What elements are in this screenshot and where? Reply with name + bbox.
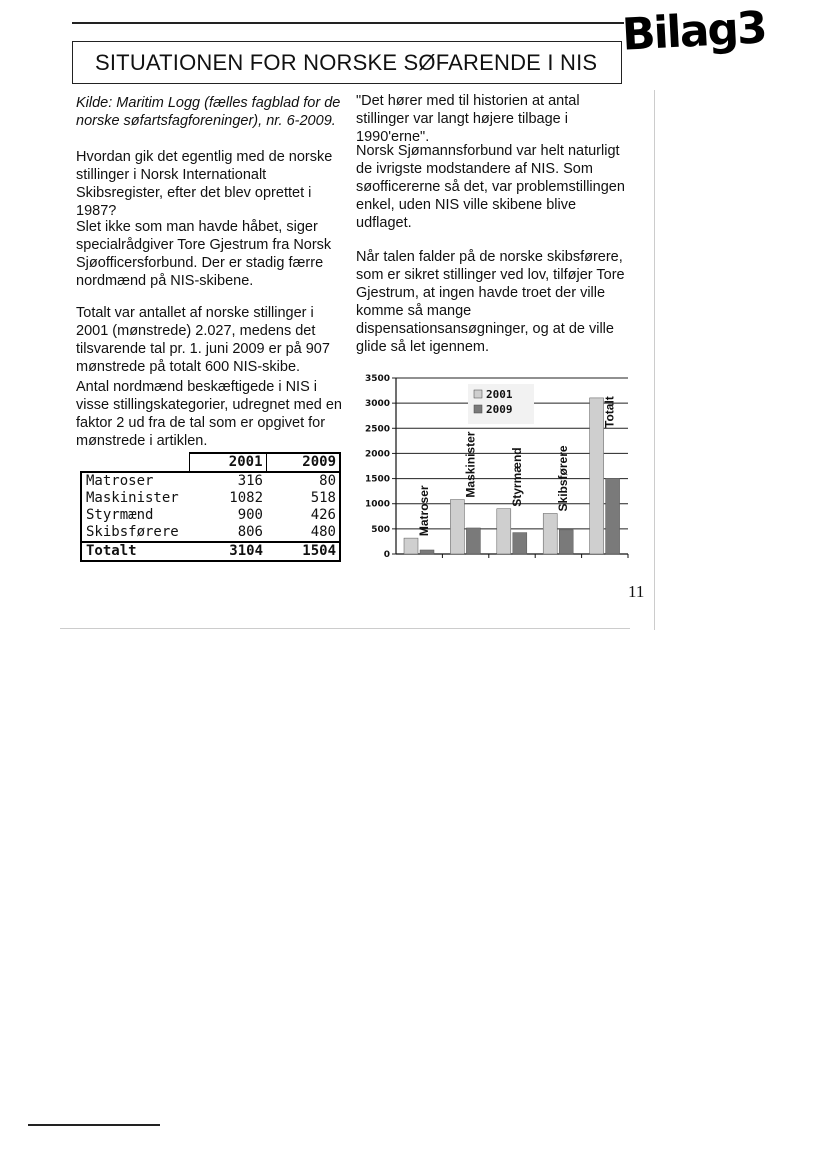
bar-2009 xyxy=(606,478,620,554)
value-2009: 480 xyxy=(266,524,340,542)
y-tick-label: 0 xyxy=(383,550,390,560)
value-2001: 1082 xyxy=(229,490,263,506)
scan-line xyxy=(60,628,630,629)
category-label: Maskinister xyxy=(463,431,478,498)
y-tick-label: 500 xyxy=(371,524,390,535)
total-2001: 3104 xyxy=(189,542,266,561)
value-2009: 518 xyxy=(266,490,340,507)
data-table xyxy=(80,452,341,562)
row-label: Matroser xyxy=(81,472,189,490)
right-paragraph-2: Norsk Sjømannsforbund var helt naturligt de ivrigste modstandere af NIS. Som søofficererne så det, var problemstillingen enkel, uden NIS ville skibene blive udflaget. xyxy=(356,143,625,231)
total-label: Totalt xyxy=(81,542,189,561)
handwritten-stamp: Bilag3 xyxy=(620,2,767,61)
table-row xyxy=(81,524,340,542)
value-2009: 80 xyxy=(266,472,340,490)
source-note: Kilde: Maritim Logg (fælles fagblad for de norske søfartsfagforeninger), nr. 6-2009. xyxy=(76,95,341,129)
category-label: Skibsførere xyxy=(556,445,571,512)
category-label: Styrmænd xyxy=(509,447,524,507)
bar-2009 xyxy=(559,530,573,554)
left-paragraph-4: Antal nordmænd beskæftigede i NIS i visse stillingskategorier, udregnet med en faktor 2 ud fra de tal som er opgivet for mønstrede i artiklen. xyxy=(76,379,342,449)
page-title: SITUATIONEN FOR NORSKE SØFARENDE I NIS xyxy=(95,50,598,75)
left-paragraph-3: Totalt var antallet af norske stillinger i 2001 (mønstrede) 2.027, medens det tilsvarende tal pr. 1. juni 2009 er på 907 mønstrede på totalt 600 NIS-skibe. xyxy=(76,305,330,375)
bar-2001 xyxy=(497,509,511,554)
table-total-row xyxy=(81,542,340,561)
table-row xyxy=(81,472,340,490)
total-2009: 1504 xyxy=(266,542,340,561)
value-2001: 316 xyxy=(189,472,266,490)
bar-2009 xyxy=(513,533,527,554)
y-tick-label: 3000 xyxy=(364,399,390,410)
value-2001: 806 xyxy=(237,524,263,540)
row-label: Maskinister xyxy=(81,490,189,507)
bottom-rule xyxy=(28,1124,160,1126)
bar-2001 xyxy=(404,538,418,554)
category-label: Matroser xyxy=(417,485,431,537)
value-2009: 426 xyxy=(266,507,340,524)
right-paragraph-3: Når talen falder på de norske skibsførere, som er sikret stillinger ved lov, tilføjer Tore Gjestrum, at ingen havde troet der ville komme så mange dispensationsansøgninger, og at de ville glide så let igennem. xyxy=(356,249,625,355)
right-paragraph-1: "Det hører med til historien at antal stillinger var langt højere tilbage i 1990'erne". xyxy=(356,93,580,145)
bar-2001 xyxy=(590,398,604,554)
value-2001: 900 xyxy=(237,507,263,523)
y-tick-label: 3500 xyxy=(364,374,390,384)
table-row xyxy=(81,507,340,524)
legend-swatch xyxy=(474,405,482,413)
left-paragraph-2: Slet ikke som man havde håbet, siger specialrådgiver Tore Gjestrum fra Norsk Sjøofficersforbund. Der er stadig færre nordmænd på NIS-skibene. xyxy=(76,219,332,289)
legend-label: 2009 xyxy=(486,403,513,416)
legend-swatch xyxy=(474,390,482,398)
y-tick-label: 1000 xyxy=(364,499,390,510)
scan-edge xyxy=(654,90,655,630)
category-label: Totalt xyxy=(602,396,617,428)
table-header-2001: 2001 xyxy=(189,453,266,472)
left-paragraph-1: Hvordan gik det egentlig med de norske stillinger i Norsk Internationalt Skibsregister, efter det blev oprettet i 1987? xyxy=(76,149,333,219)
title-box xyxy=(72,41,622,84)
legend-label: 2001 xyxy=(486,388,513,401)
row-label: Styrmænd xyxy=(81,507,189,524)
y-tick-label: 1500 xyxy=(364,474,390,485)
y-tick-label: 2500 xyxy=(364,424,390,435)
row-label: Skibsførere xyxy=(81,524,189,542)
bar-2009 xyxy=(420,550,434,554)
bar-chart xyxy=(340,368,635,568)
top-rule xyxy=(72,22,624,24)
table-row xyxy=(81,490,340,507)
bar-2001 xyxy=(543,513,557,554)
table-header-blank xyxy=(81,453,189,472)
table-header-row xyxy=(81,453,340,472)
y-tick-label: 2000 xyxy=(364,449,390,460)
bar-2001 xyxy=(450,500,464,554)
table-header-2009: 2009 xyxy=(266,453,340,472)
page-number: 11 xyxy=(628,582,645,601)
bar-2009 xyxy=(466,528,480,554)
